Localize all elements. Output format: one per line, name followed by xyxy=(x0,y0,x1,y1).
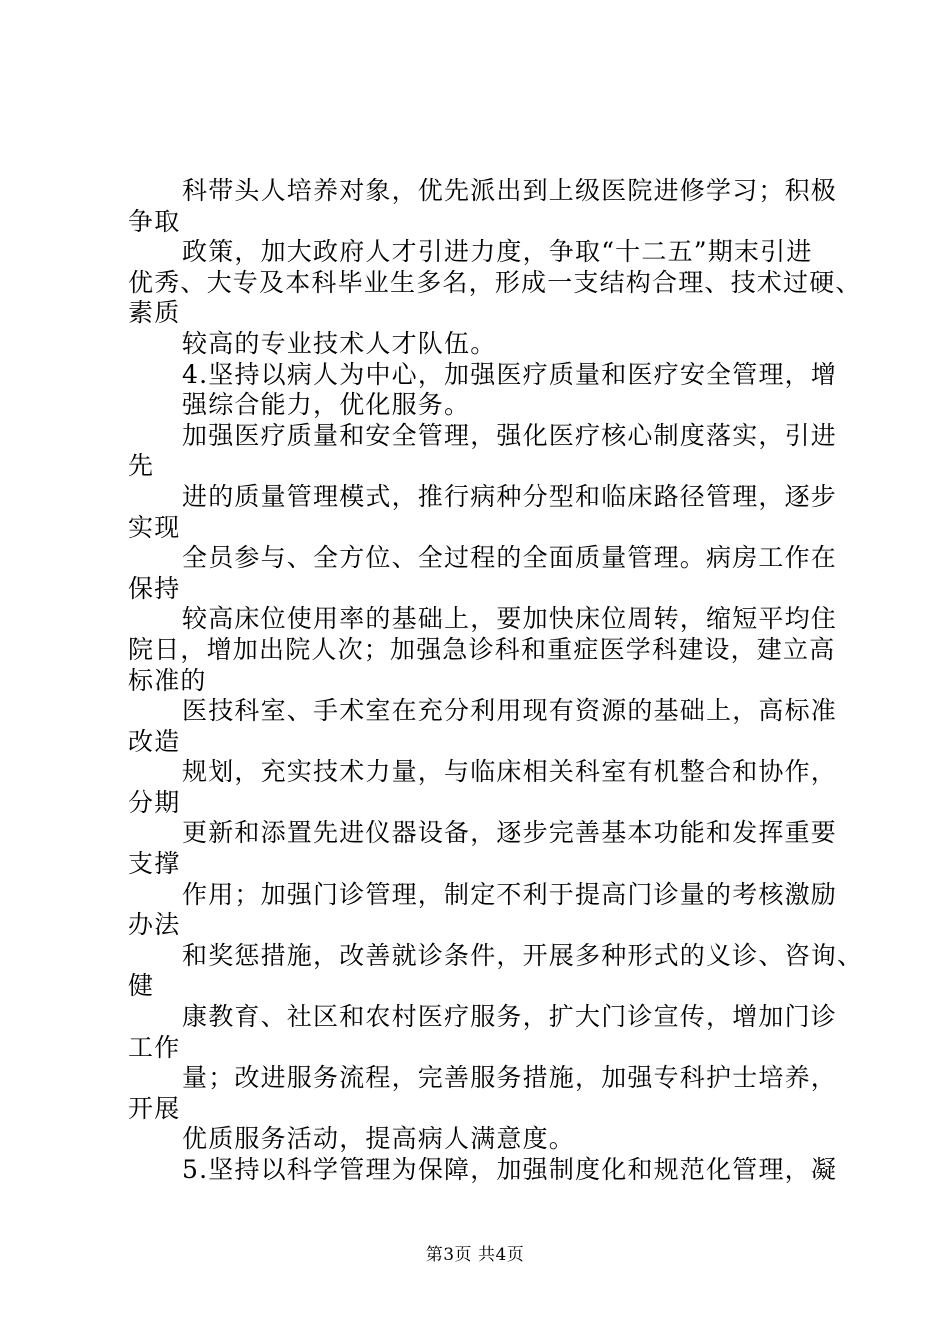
text-line: 标准的 xyxy=(128,665,207,695)
text-line: 院日，增加出院人次；加强急诊科和重症医学科建设，建立高 xyxy=(128,634,836,664)
text-line: 保持 xyxy=(128,573,181,603)
text-line: 开展 xyxy=(128,1093,181,1123)
text-line: 更新和添置先进仪器设备，逐步完善基本功能和发挥重要 xyxy=(182,818,838,848)
text-line: 分期 xyxy=(128,787,181,817)
text-line: 进的质量管理模式，推行病种分型和临床路径管理，逐步 xyxy=(182,481,838,511)
text-line: 实现 xyxy=(128,512,181,542)
document-body xyxy=(128,176,864,1186)
text-line: 优质服务活动，提高病人满意度。 xyxy=(182,1124,576,1154)
text-line: 先 xyxy=(128,451,155,481)
text-line: 和奖惩措施，改善就诊条件，开展多种形式的义诊、咨询、 xyxy=(182,940,864,970)
text-line: 办法 xyxy=(128,910,181,940)
text-line: 争取 xyxy=(128,206,181,236)
text-line: 较高床位使用率的基础上，要加快床位周转，缩短平均住 xyxy=(182,604,838,634)
text-line: 5.坚持以科学管理为保障，加强制度化和规范化管理，凝 xyxy=(182,1155,838,1184)
text-line: 康教育、社区和农村医疗服务，扩大门诊宣传，增加门诊 xyxy=(182,1002,838,1032)
text-line: 支撑 xyxy=(128,849,181,879)
page-footer: 第3页 共4页 xyxy=(425,1245,525,1265)
text-line: 工作 xyxy=(128,1032,181,1062)
text-line: 规划，充实技术力量，与临床相关科室有机整合和协作， xyxy=(182,757,838,787)
text-line: 全员参与、全方位、全过程的全面质量管理。病房工作在 xyxy=(182,543,838,573)
text-line: 较高的专业技术人才队伍。 xyxy=(182,328,497,358)
text-line: 加强医疗质量和安全管理，强化医疗核心制度落实，引进 xyxy=(182,420,838,450)
text-line: 素质 xyxy=(128,298,181,328)
text-line: 作用；加强门诊管理，制定不利于提高门诊量的考核激励 xyxy=(182,879,838,909)
text-line: 强综合能力，优化服务。 xyxy=(182,390,471,420)
text-line: 政策，加大政府人才引进力度，争取“十二五”期末引进 xyxy=(182,237,813,267)
text-line: 4.坚持以病人为中心，加强医疗质量和医疗安全管理，增 xyxy=(182,359,838,389)
text-line: 改造 xyxy=(128,726,181,756)
text-line: 量；改进服务流程，完善服务措施，加强专科护士培养， xyxy=(182,1063,838,1093)
text-line: 优秀、大专及本科毕业生多名，形成一支结构合理、技术过硬、 xyxy=(128,267,862,297)
text-line: 科带头人培养对象，优先派出到上级医院进修学习；积极 xyxy=(182,176,838,205)
text-line: 健 xyxy=(128,971,155,1001)
text-line: 医技科室、手术室在充分利用现有资源的基础上，高标准 xyxy=(182,696,838,726)
